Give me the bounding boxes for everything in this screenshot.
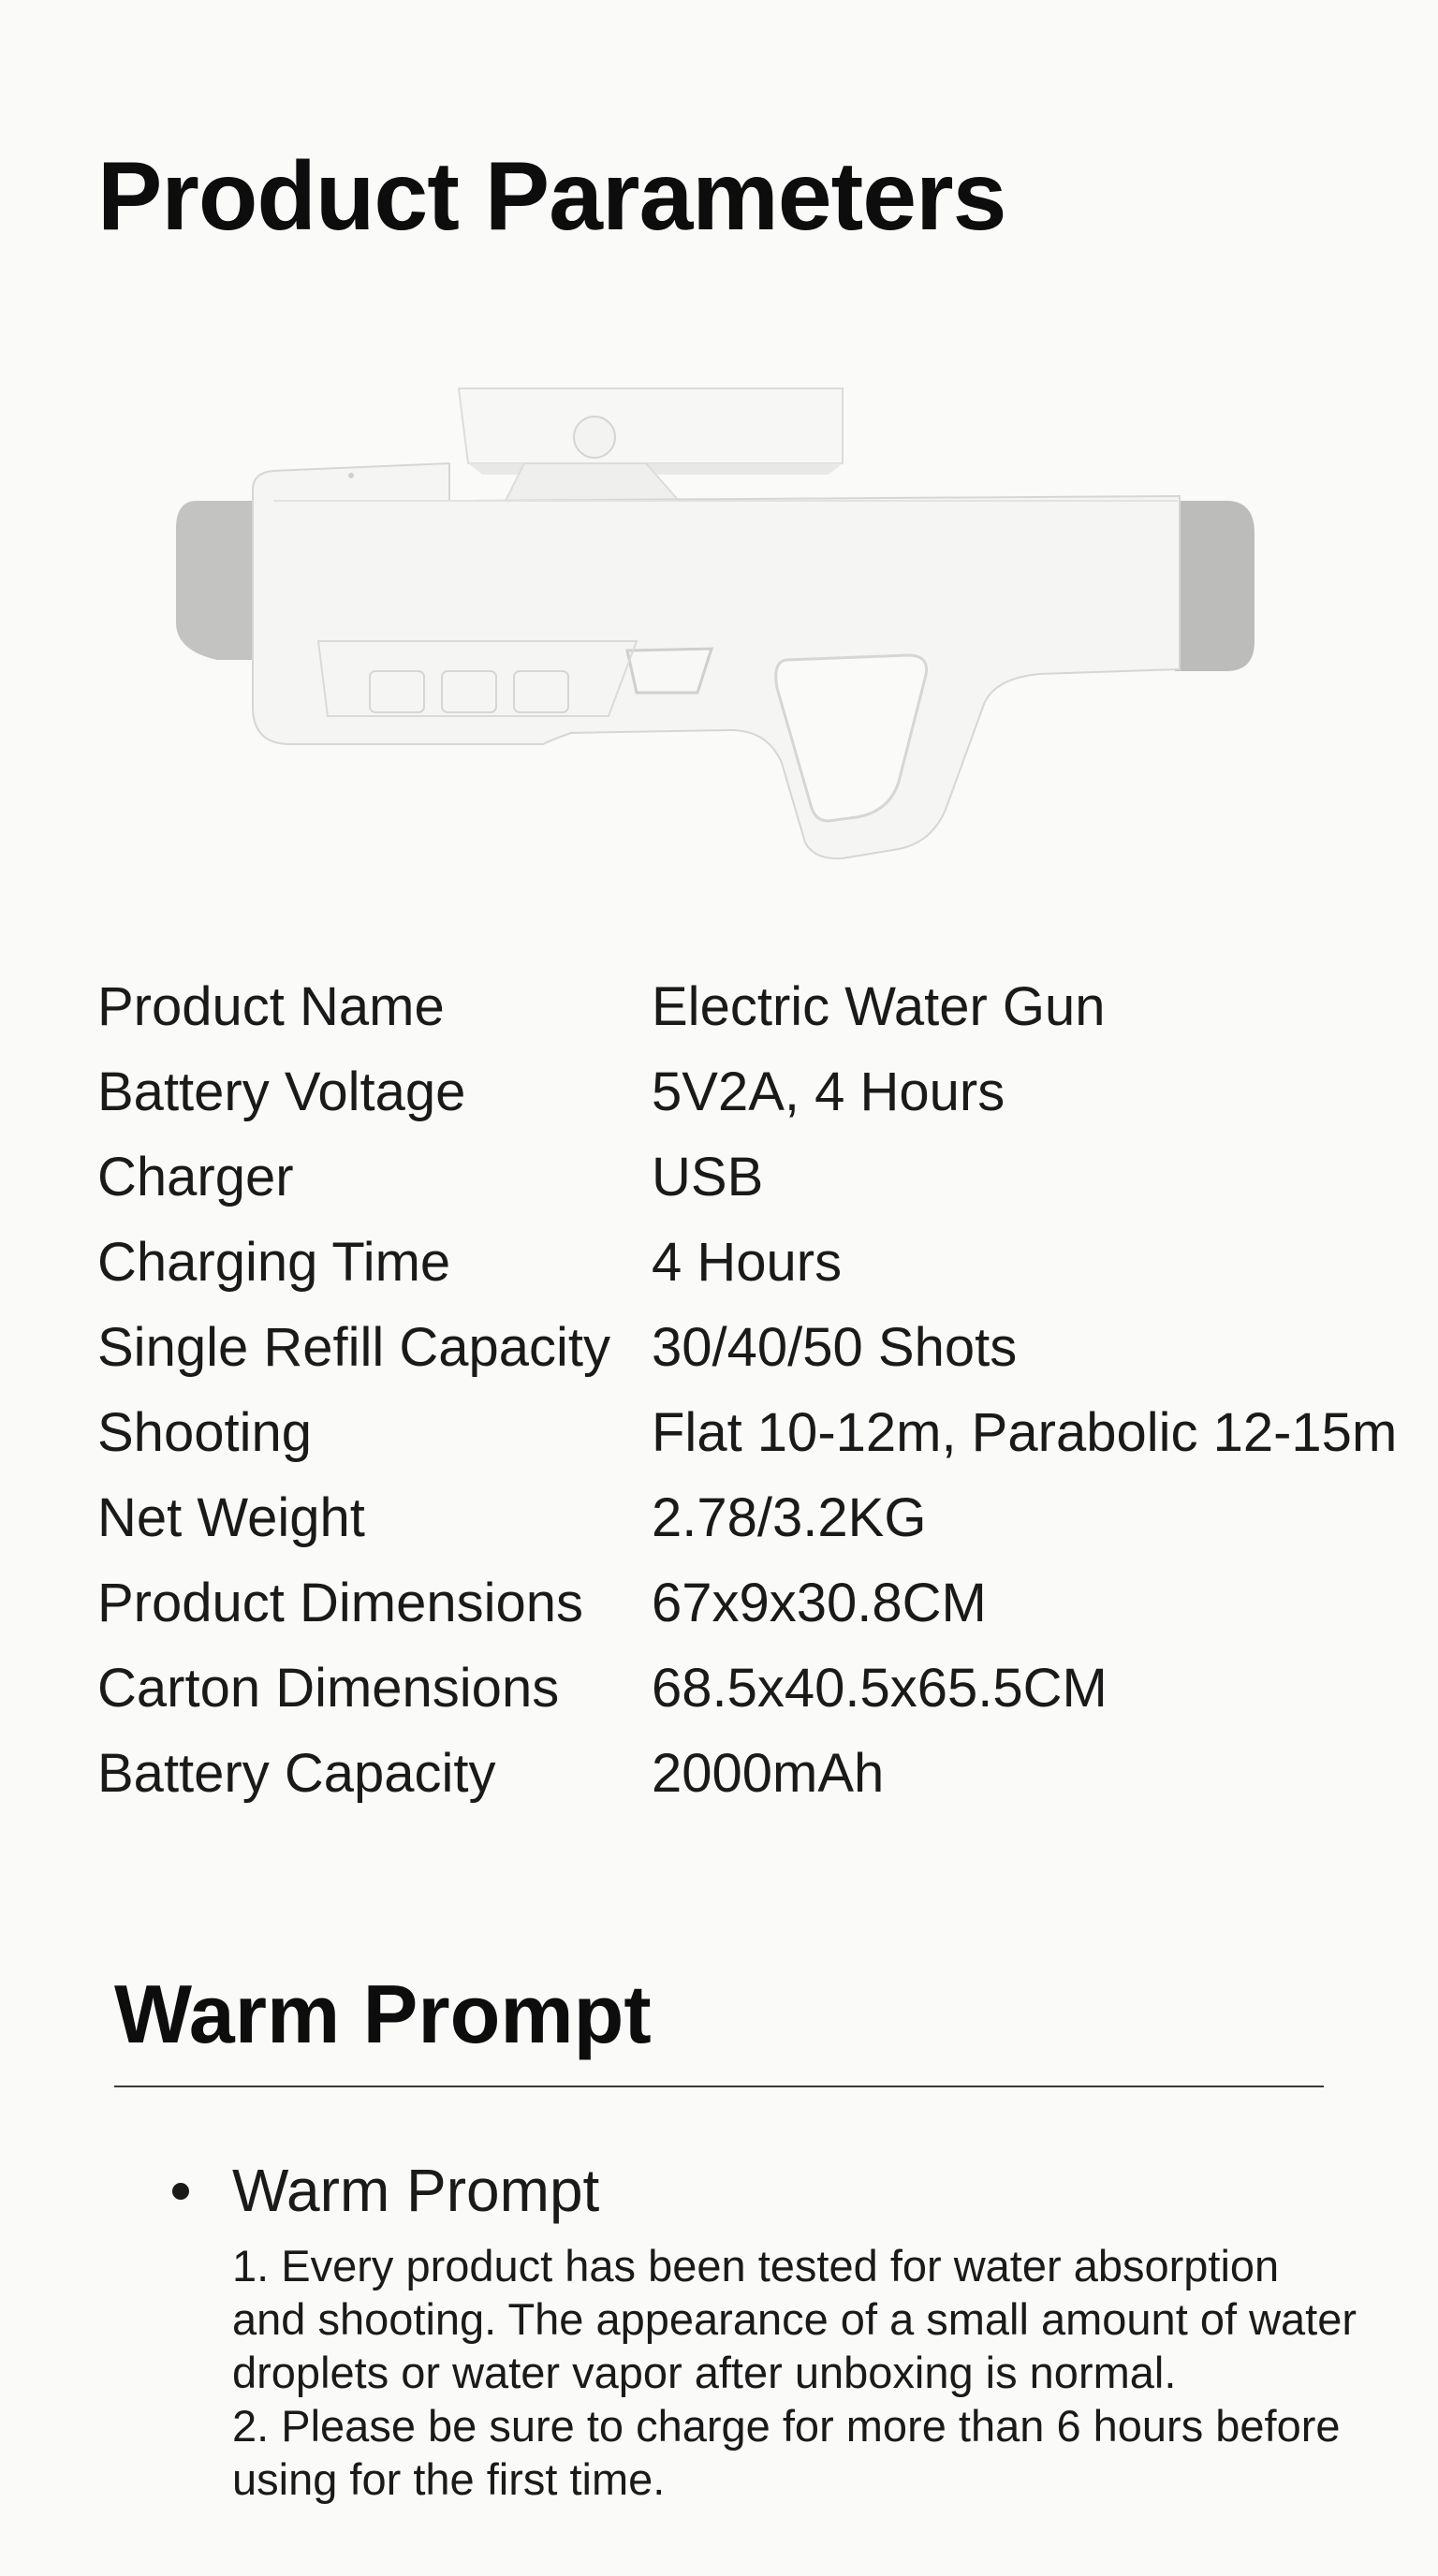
spec-value: Flat 10-12m, Parabolic 12-15m <box>652 1402 1398 1463</box>
spec-value: 30/40/50 Shots <box>652 1317 1018 1378</box>
warm-prompt-line: using for the first time. <box>232 2454 666 2504</box>
warm-prompt-title: Warm Prompt <box>114 1968 652 2060</box>
warm-prompt-item-heading: Warm Prompt <box>232 2157 600 2224</box>
spec-label: Product Dimensions <box>97 1573 583 1633</box>
spec-value: 68.5x40.5x65.5CM <box>652 1658 1108 1719</box>
spec-label: Shooting <box>97 1402 312 1463</box>
warm-prompt-line: and shooting. The appearance of a small amount of water <box>232 2294 1357 2344</box>
warm-prompt-body <box>232 2239 1356 2506</box>
section-divider <box>114 2086 1324 2087</box>
warm-prompt-line: droplets or water vapor after unboxing is normal. <box>232 2348 1177 2397</box>
spec-label: Charger <box>97 1147 294 1208</box>
spec-row-net-weight <box>97 1475 1408 1560</box>
spec-row-shooting <box>97 1390 1408 1475</box>
spec-row-single-refill-capacity <box>97 1305 1408 1390</box>
spec-label: Net Weight <box>97 1487 365 1548</box>
spec-value: 4 Hours <box>652 1232 843 1293</box>
spec-value: USB <box>652 1147 764 1208</box>
page-title: Product Parameters <box>97 142 1006 251</box>
spec-label: Single Refill Capacity <box>97 1317 611 1378</box>
spec-label: Battery Capacity <box>97 1743 496 1804</box>
water-gun-image <box>169 370 1273 866</box>
spec-row-battery-capacity <box>97 1731 1408 1816</box>
spec-label: Charging Time <box>97 1232 451 1293</box>
spec-row-charger <box>97 1134 1408 1220</box>
spec-row-charging-time <box>97 1220 1408 1305</box>
spec-value: Electric Water Gun <box>652 976 1106 1037</box>
spec-value: 5V2A, 4 Hours <box>652 1061 1005 1122</box>
spec-label: Product Name <box>97 976 445 1037</box>
spec-label: Battery Voltage <box>97 1061 466 1122</box>
spec-row-product-dimensions <box>97 1560 1408 1646</box>
spec-table <box>97 964 1408 1816</box>
spec-value: 2.78/3.2KG <box>652 1487 927 1548</box>
spec-value: 67x9x30.8CM <box>652 1573 987 1633</box>
warm-prompt-line: 1. Every product has been tested for water absorption <box>232 2241 1280 2291</box>
spec-row-carton-dimensions <box>97 1646 1408 1731</box>
bullet-icon <box>172 2183 189 2200</box>
spec-row-battery-voltage <box>97 1049 1408 1134</box>
spec-value: 2000mAh <box>652 1743 885 1804</box>
spec-label: Carton Dimensions <box>97 1658 560 1719</box>
warm-prompt-line: 2. Please be sure to charge for more than 6 hours before <box>232 2401 1341 2451</box>
spec-row-product-name <box>97 964 1408 1049</box>
